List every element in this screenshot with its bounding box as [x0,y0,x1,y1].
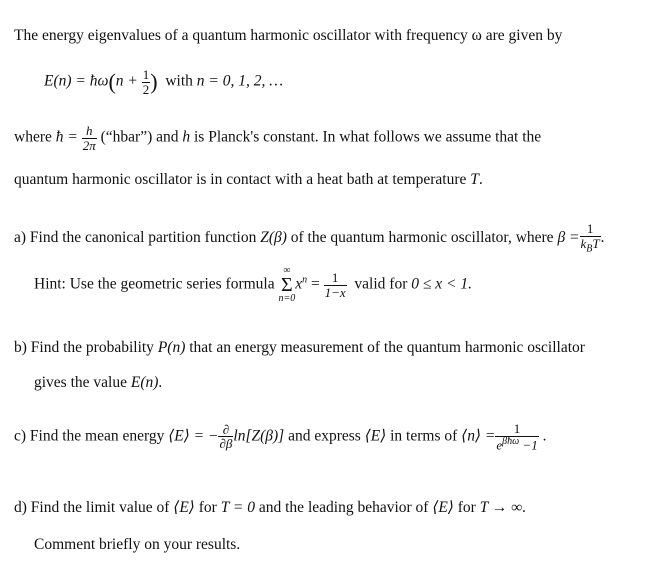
energy-symbol: E(n) [130,374,159,391]
sum-sigma: Σ [281,274,293,296]
sum-top: ∞ [283,265,291,276]
part-a-question [14,222,605,255]
part-d-question [14,498,526,517]
where-prefix: where [14,128,52,146]
part-c-text-3: in terms of [390,427,458,445]
limit-2: T → ∞. [479,499,527,516]
be-den [495,436,538,452]
derivative-fraction [218,423,233,451]
mean-energy-lhs: ⟨E⟩ = − [168,427,219,445]
comment-text: Comment briefly on your results. [34,536,241,553]
equation-lhs: E(n) = ħω [44,72,109,90]
mean-energy: ⟨E⟩ [364,427,387,445]
sum-bottom: n=0 [278,293,296,304]
half-fraction [142,68,151,96]
part-a-label: a) [14,228,27,246]
d-num: ∂ [222,421,230,437]
geometric-fraction [324,271,347,299]
sum-term: x [295,275,303,293]
be-den-e: e [496,436,503,452]
part-b-question [14,339,585,357]
hbar-definition-line [14,124,541,152]
heat-bath-text: quantum harmonic oscillator is in contact with a heat bath at temperature [14,171,467,188]
be-den-tail: −1 [519,436,538,452]
part-d-text-3: and the leading behavior of [258,499,429,516]
sum-symbol [278,266,295,304]
part-d-comment [34,536,240,554]
hint-text: Hint: Use the geometric series formula [34,275,275,293]
part-d-text-2: for [198,499,217,516]
part-b-line2-text: gives the value [34,374,127,391]
equation-inner: n + [115,72,138,90]
hbar-den: 2π [82,137,96,153]
part-a-hint [34,266,472,304]
sum-term-sup: n [302,274,308,286]
part-b-text-2: that an energy measurement of the quantum harmonic oscillator [189,339,585,356]
part-b-text: Find the probability [30,339,154,356]
sum-eq: = [311,275,320,293]
part-c-end: . [542,427,547,445]
partition-symbol: Z(β) [260,228,287,246]
hbar-lhs: ħ = [55,128,78,146]
energy-equation [44,68,283,96]
hbar-text: (“hbar”) and [100,128,179,146]
hbar-fraction [82,124,97,152]
part-b-end: . [158,374,163,391]
valid-range: 0 ≤ x < 1. [411,275,472,293]
paren-open: ( [108,69,116,95]
part-c-text: Find the mean energy [29,427,165,445]
mean-energy-1: ⟨E⟩ [173,499,195,516]
part-c-text-2: and express [288,427,361,445]
half-den: 2 [142,81,150,97]
hbar-text-tail: is Planck's constant. In what follows we assume that the [194,128,542,146]
line3-end: . [478,171,483,188]
part-b-line-2 [34,374,162,392]
equation-with: with [165,72,193,90]
beta-fraction [580,222,601,255]
part-c-label: c) [14,427,27,445]
hbar-num: h [85,123,93,138]
valid-text: valid for [354,275,408,293]
intro-line-3 [14,171,483,189]
bose-fraction [495,422,538,452]
half-num: 1 [142,67,150,82]
intro-line-1 [14,27,562,45]
paren-close: ) [150,69,158,95]
part-a-text-2: of the quantum harmonic oscillator, where [290,228,554,246]
beta-num: 1 [586,221,594,236]
mean-n-lhs: ⟨n⟩ = [461,427,496,445]
beta-lhs: β = [557,228,580,246]
ln-expression: ln[Z(β)] [233,427,285,445]
part-a-end: . [600,228,605,246]
beta-den-T: T [592,235,600,251]
mean-energy-2: ⟨E⟩ [432,499,454,516]
probability-symbol: P(n) [157,339,186,356]
beta-den-sub: B [586,243,593,255]
h-symbol: h [182,128,191,146]
part-b-label: b) [14,339,27,356]
be-den-sup: βħω [502,435,520,447]
temperature-symbol: T [470,171,479,188]
be-num: 1 [513,421,521,436]
geo-den: 1−x [324,284,346,300]
equation-range: n = 0, 1, 2, … [196,72,284,90]
limit-1: T = 0 [220,499,255,516]
intro-text-1: The energy eigenvalues of a quantum harmonic oscillator with frequency ω are given by [14,27,563,44]
part-a-text: Find the canonical partition function [29,228,257,246]
part-d-text: Find the limit value of [30,499,170,516]
d-den: ∂β [219,436,233,452]
part-c-question [14,422,546,452]
part-d-label: d) [14,499,27,516]
beta-den [580,236,601,255]
beta-den-k: k [580,235,587,251]
geo-num: 1 [331,269,339,285]
part-d-text-4: for [457,499,476,516]
